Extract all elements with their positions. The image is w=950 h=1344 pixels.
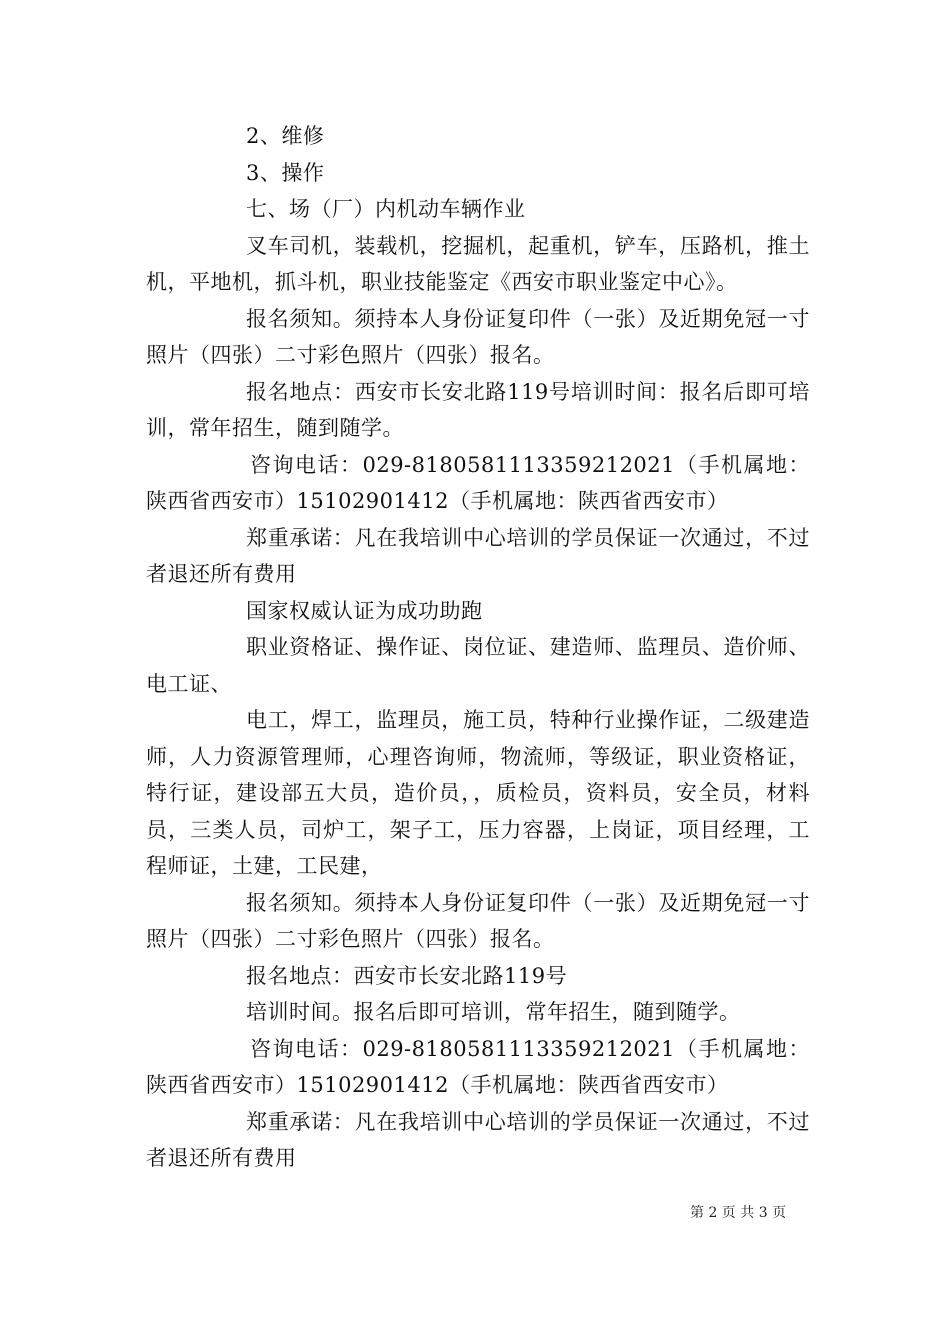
page-number-footer: 第 2 页 共 3 页: [690, 1205, 787, 1221]
paragraph-contact-phone-2: 咨询电话：029-8180581113359212021（手机属地：陕西省西安市）15102901412（手机属地：陕西省西安市）: [146, 1036, 810, 1097]
list-item-maintenance: 2、维修: [246, 124, 325, 148]
paragraph-commitment-2: 郑重承诺：凡在我培训中心培训的学员保证一次通过，不过者退还所有费用: [146, 1109, 810, 1170]
paragraph-contact-phone: 咨询电话：029-8180581113359212021（手机属地：陕西省西安市）15102901412（手机属地：陕西省西安市）: [146, 452, 810, 513]
paragraph-certification-slogan: 国家权威认证为成功助跑: [246, 598, 483, 623]
paragraph-registration-notice: 报名须知。须持本人身份证复印件（一张）及近期免冠一寸照片（四张）二寸彩色照片（四张）报名。: [146, 306, 810, 367]
paragraph-vehicle-types: 叉车司机，装载机，挖掘机，起重机，铲车，压路机，推土机，平地机，抓斗机，职业技能鉴定《西安市职业鉴定中心》。: [146, 233, 810, 294]
paragraph-registration-location-2: 报名地点：西安市长安北路119号: [246, 963, 568, 988]
document-body: [146, 118, 810, 1177]
paragraph-training-time: 培训时间。报名后即可培训，常年招生，随到随学。: [246, 1000, 741, 1024]
section-heading-vehicle-operation: 七、场（厂）内机动车辆作业: [246, 197, 526, 221]
paragraph-commitment: 郑重承诺：凡在我培训中心培训的学员保证一次通过，不过者退还所有费用: [146, 525, 810, 586]
paragraph-certificate-list: 职业资格证、操作证、岗位证、建造师、监理员、造价师、电工证、: [146, 635, 810, 696]
paragraph-registration-notice-2: 报名须知。须持本人身份证复印件（一张）及近期免冠一寸照片（四张）二寸彩色照片（四张）报名。: [146, 890, 810, 951]
list-item-operation: 3、操作: [246, 160, 325, 185]
paragraph-registration-location: 报名地点：西安市长安北路119号培训时间：报名后即可培训，常年招生，随到随学。: [146, 379, 810, 440]
paragraph-job-list: 电工，焊工，监理员，施工员，特种行业操作证，二级建造师，人力资源管理师，心理咨询师，物流师，等级证，职业资格证，特行证，建设部五大员，造价员，，质检员，资料员，安全员，材料员，三类人员，司炉工，架子工，压力容器，上岗证，项目经理，工程师证，土建，工民建，: [146, 708, 810, 878]
